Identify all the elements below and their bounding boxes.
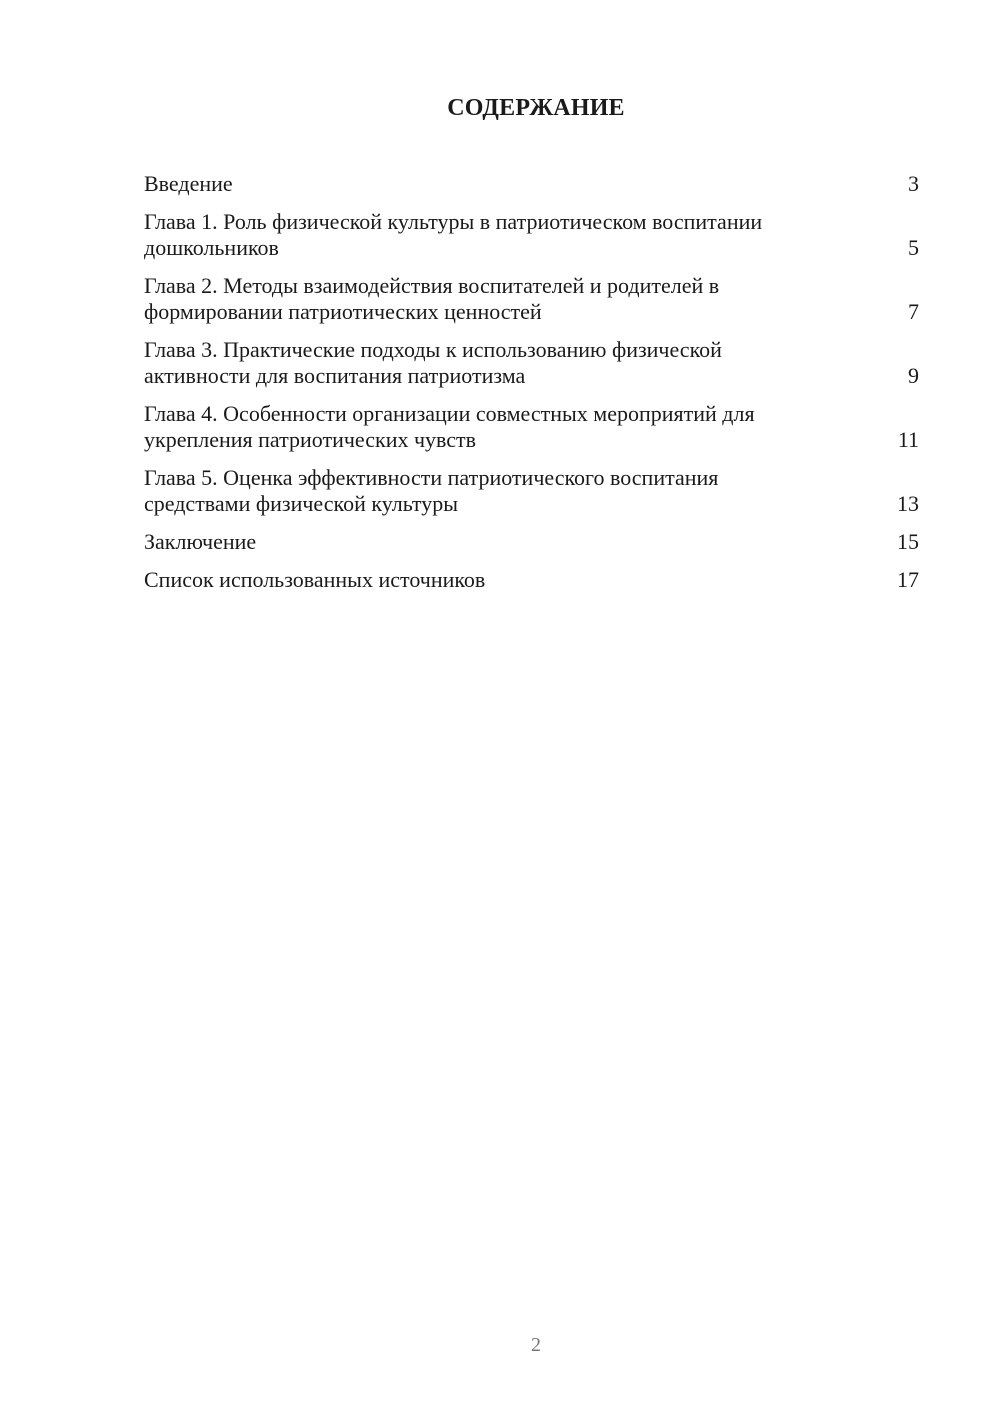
toc-item-label: Глава 5. Оценка эффективности патриотического воспитания средствами физической культуры bbox=[144, 465, 719, 516]
toc-item-chapter-5[interactable] bbox=[144, 465, 919, 517]
toc-item-page: 13 bbox=[897, 491, 919, 516]
toc-item-label: Глава 4. Особенности организации совместных мероприятий для укрепления патриотических чувств bbox=[144, 401, 755, 452]
page-number: 2 bbox=[531, 1334, 541, 1356]
toc-item-introduction[interactable] bbox=[144, 171, 919, 197]
toc-item-chapter-2[interactable] bbox=[144, 273, 919, 325]
toc-item-label: Список использованных источников bbox=[144, 567, 486, 592]
toc-item-chapter-4[interactable] bbox=[144, 401, 919, 453]
toc-item-chapter-1[interactable] bbox=[144, 209, 919, 261]
toc-item-label: Введение bbox=[144, 171, 233, 196]
toc-item-chapter-3[interactable] bbox=[144, 337, 919, 389]
toc-list bbox=[144, 171, 919, 605]
toc-item-page: 17 bbox=[897, 567, 919, 592]
toc-item-page: 15 bbox=[897, 529, 919, 554]
toc-item-label: Глава 3. Практические подходы к использованию физической активности для воспитания патриотизма bbox=[144, 337, 722, 388]
toc-item-page: 7 bbox=[908, 299, 919, 324]
toc-item-page: 9 bbox=[908, 363, 919, 388]
toc-item-page: 5 bbox=[908, 235, 919, 260]
toc-item-label: Заключение bbox=[144, 529, 257, 554]
toc-item-page: 11 bbox=[897, 427, 919, 452]
toc-item-label: Глава 2. Методы взаимодействия воспитателей и родителей в формировании патриотических ценностей bbox=[144, 273, 720, 324]
toc-item-conclusion[interactable] bbox=[144, 529, 919, 555]
toc-item-references[interactable] bbox=[144, 567, 919, 593]
toc-title: СОДЕРЖАНИЕ bbox=[447, 95, 625, 121]
toc-item-page: 3 bbox=[908, 171, 919, 196]
toc-item-label: Глава 1. Роль физической культуры в патриотическом воспитании дошкольников bbox=[144, 209, 763, 260]
